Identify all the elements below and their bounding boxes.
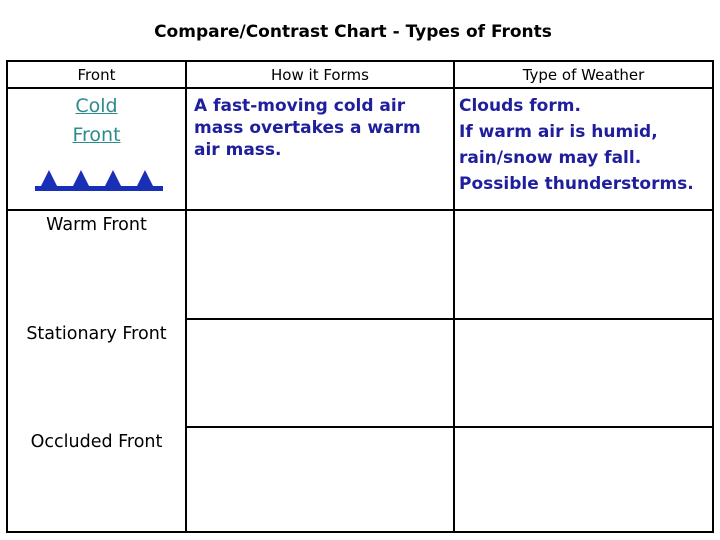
warm-front-how-it-forms[interactable] (187, 211, 453, 318)
warm-front-label: Warm Front (46, 215, 147, 235)
cold-front-weather (459, 93, 713, 197)
cold-front-how-it-forms: A fast-moving cold air mass overtakes a warm air mass. (194, 96, 421, 160)
stationary-front-weather[interactable] (455, 320, 712, 426)
compare-contrast-table (6, 60, 714, 533)
cold-front-symbol-icon (35, 166, 163, 192)
header-divider (8, 87, 712, 89)
occluded-front-label: Occluded Front (30, 432, 163, 452)
cold-front-link-line1[interactable]: Cold (75, 95, 118, 117)
warm-front-weather[interactable] (455, 211, 712, 318)
cold-front-cell (8, 92, 185, 150)
cold-front-link-line2[interactable]: Front (72, 124, 121, 146)
weather-line: If warm air is humid, (459, 122, 658, 142)
weather-line: Possible thunderstorms. (459, 174, 694, 194)
header-how-it-forms: How it Forms (271, 66, 369, 84)
occluded-front-weather[interactable] (455, 428, 712, 531)
cold-front-link[interactable] (8, 92, 185, 150)
header-type-of-weather: Type of Weather (522, 66, 645, 84)
occluded-front-how-it-forms[interactable] (187, 428, 453, 531)
stationary-front-how-it-forms[interactable] (187, 320, 453, 426)
weather-line: rain/snow may fall. (459, 148, 642, 168)
header-front: Front (77, 66, 116, 84)
weather-line: Clouds form. (459, 96, 581, 116)
chart-title: Compare/Contrast Chart - Types of Fronts (154, 22, 552, 42)
stationary-front-label: Stationary Front (26, 324, 167, 344)
